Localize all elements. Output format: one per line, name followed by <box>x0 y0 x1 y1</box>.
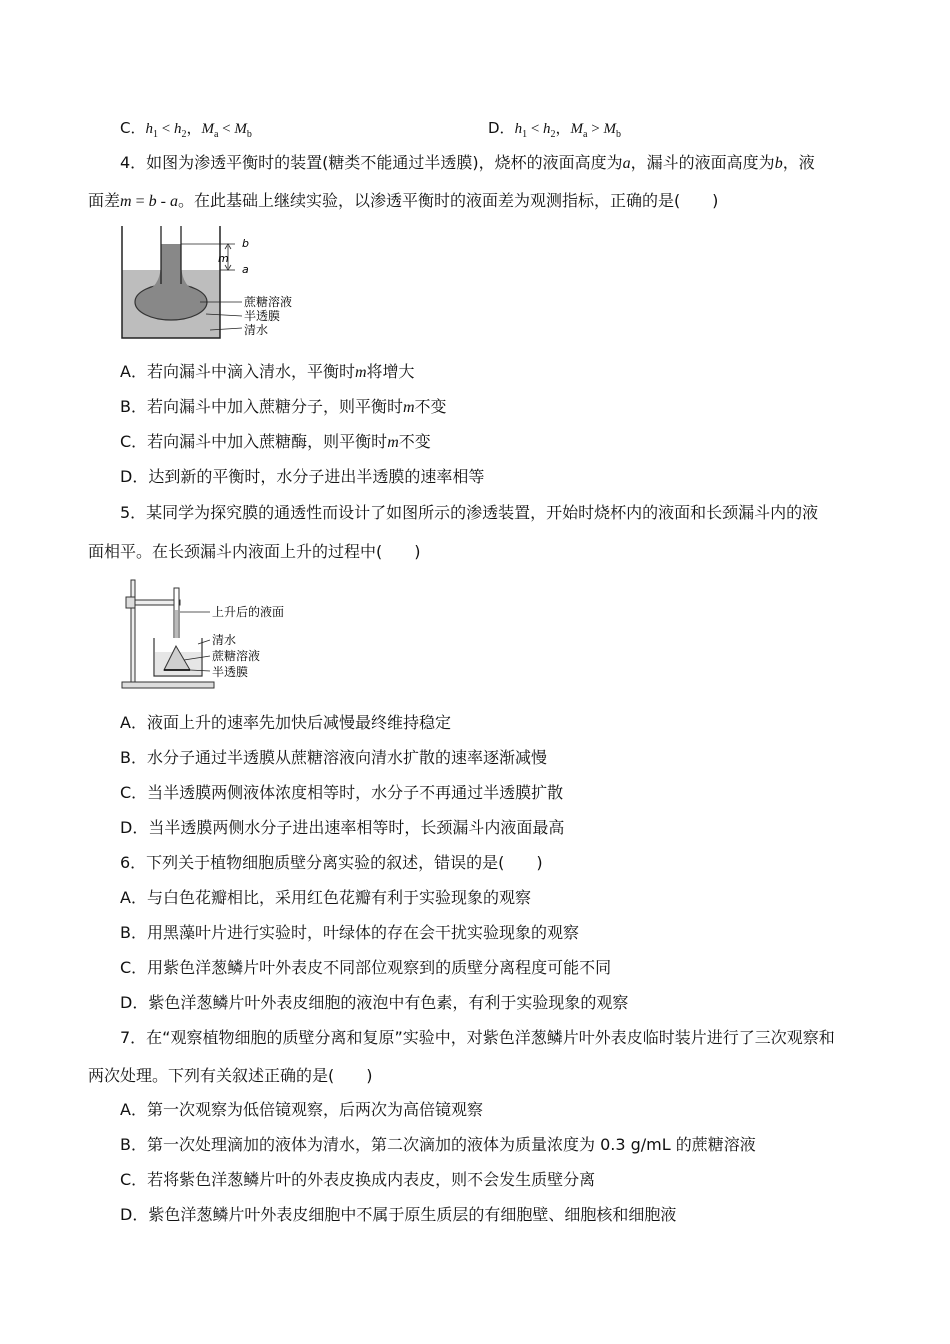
q5-option-b: B．水分子通过半透膜从蔗糖溶液向清水扩散的速率逐渐减慢 <box>120 748 547 767</box>
option-d-top: D．$h_1 < h_2$，$M_a > M_b$ <box>488 119 621 140</box>
label-a: a <box>242 263 249 276</box>
q7-option-c: C．若将紫色洋葱鳞片叶的外表皮换成内表皮，则不会发生质壁分离 <box>120 1170 596 1189</box>
q4-osmosis-figure <box>110 222 310 342</box>
q4-option-a: A．若向漏斗中滴入清水，平衡时m将增大 <box>120 362 415 381</box>
q5-option-c: C．当半透膜两侧液体浓度相等时，水分子不再通过半透膜扩散 <box>120 783 564 802</box>
q5-option-d: D．当半透膜两侧水分子进出速率相等时，长颈漏斗内液面最高 <box>120 818 565 837</box>
funnel-tube-fill <box>161 244 181 290</box>
label-sucrose: 蔗糖溶液 <box>212 649 261 663</box>
q4-option-c: C．若向漏斗中加入蔗糖酶，则平衡时m不变 <box>120 432 431 451</box>
q4-option-b: B．若向漏斗中加入蔗糖分子，则平衡时m不变 <box>120 397 447 416</box>
label-sucrose: 蔗糖溶液 <box>244 295 293 309</box>
q7-stem-line1: 7．在“观察植物细胞的质壁分离和复原”实验中，对紫色洋葱鳞片叶外表皮临时装片进行了三次观察和 <box>120 1028 835 1047</box>
label-rise: 上升后的液面 <box>212 605 285 619</box>
q7-option-b: B．第一次处理滴加的液体为清水，第二次滴加的液体为质量浓度为 0.3 g/mL 的蔗糖溶液 <box>120 1135 756 1154</box>
q6-option-b: B．用黑藻叶片进行实验时，叶绿体的存在会干扰实验现象的观察 <box>120 923 579 942</box>
q6-stem: 6．下列关于植物细胞质壁分离实验的叙述，错误的是( ) <box>120 853 543 872</box>
q5-stem-line1: 5．某同学为探究膜的通透性而设计了如图所示的渗透装置，开始时烧杯内的液面和长颈漏斗内的液 <box>120 503 819 522</box>
q4-stem-line2: 面差m = b - a。在此基础上继续实验，以渗透平衡时的液面差为观测指标，正确的是( ) <box>88 191 719 210</box>
label-m: m <box>218 252 229 265</box>
label-membrane: 半透膜 <box>212 665 249 679</box>
label-membrane: 半透膜 <box>244 309 281 323</box>
q4-option-d: D．达到新的平衡时，水分子进出半透膜的速率相等 <box>120 467 485 486</box>
label-water: 清水 <box>212 633 237 647</box>
stand-rod <box>131 580 135 682</box>
q7-option-a: A．第一次观察为低倍镜观察，后两次为高倍镜观察 <box>120 1100 483 1119</box>
q5-stem-line2: 面相平。在长颈漏斗内液面上升的过程中( ) <box>88 542 421 561</box>
label-water: 清水 <box>244 323 269 337</box>
stand-base <box>122 682 214 688</box>
q6-option-d: D．紫色洋葱鳞片叶外表皮细胞的液泡中有色素，有利于实验现象的观察 <box>120 993 629 1012</box>
q6-option-a: A．与白色花瓣相比，采用红色花瓣有利于实验现象的观察 <box>120 888 531 907</box>
label-b: b <box>242 237 249 250</box>
q4-stem-line1: 4．如图为渗透平衡时的装置(糖类不能通过半透膜)，烧杯的液面高度为a，漏斗的液面高度为b，液 <box>120 153 815 172</box>
q6-option-c: C．用紫色洋葱鳞片叶外表皮不同部位观察到的质壁分离程度可能不同 <box>120 958 612 977</box>
q5-osmosis-figure <box>118 572 318 694</box>
option-c-top: C．$h_1 < h_2$，$M_a < M_b$ <box>120 119 252 140</box>
q7-option-d: D．紫色洋葱鳞片叶外表皮细胞中不属于原生质层的有细胞壁、细胞核和细胞液 <box>120 1205 677 1224</box>
q7-stem-line2: 两次处理。下列有关叙述正确的是( ) <box>88 1066 373 1085</box>
q5-option-a: A．液面上升的速率先加快后减慢最终维持稳定 <box>120 713 451 732</box>
